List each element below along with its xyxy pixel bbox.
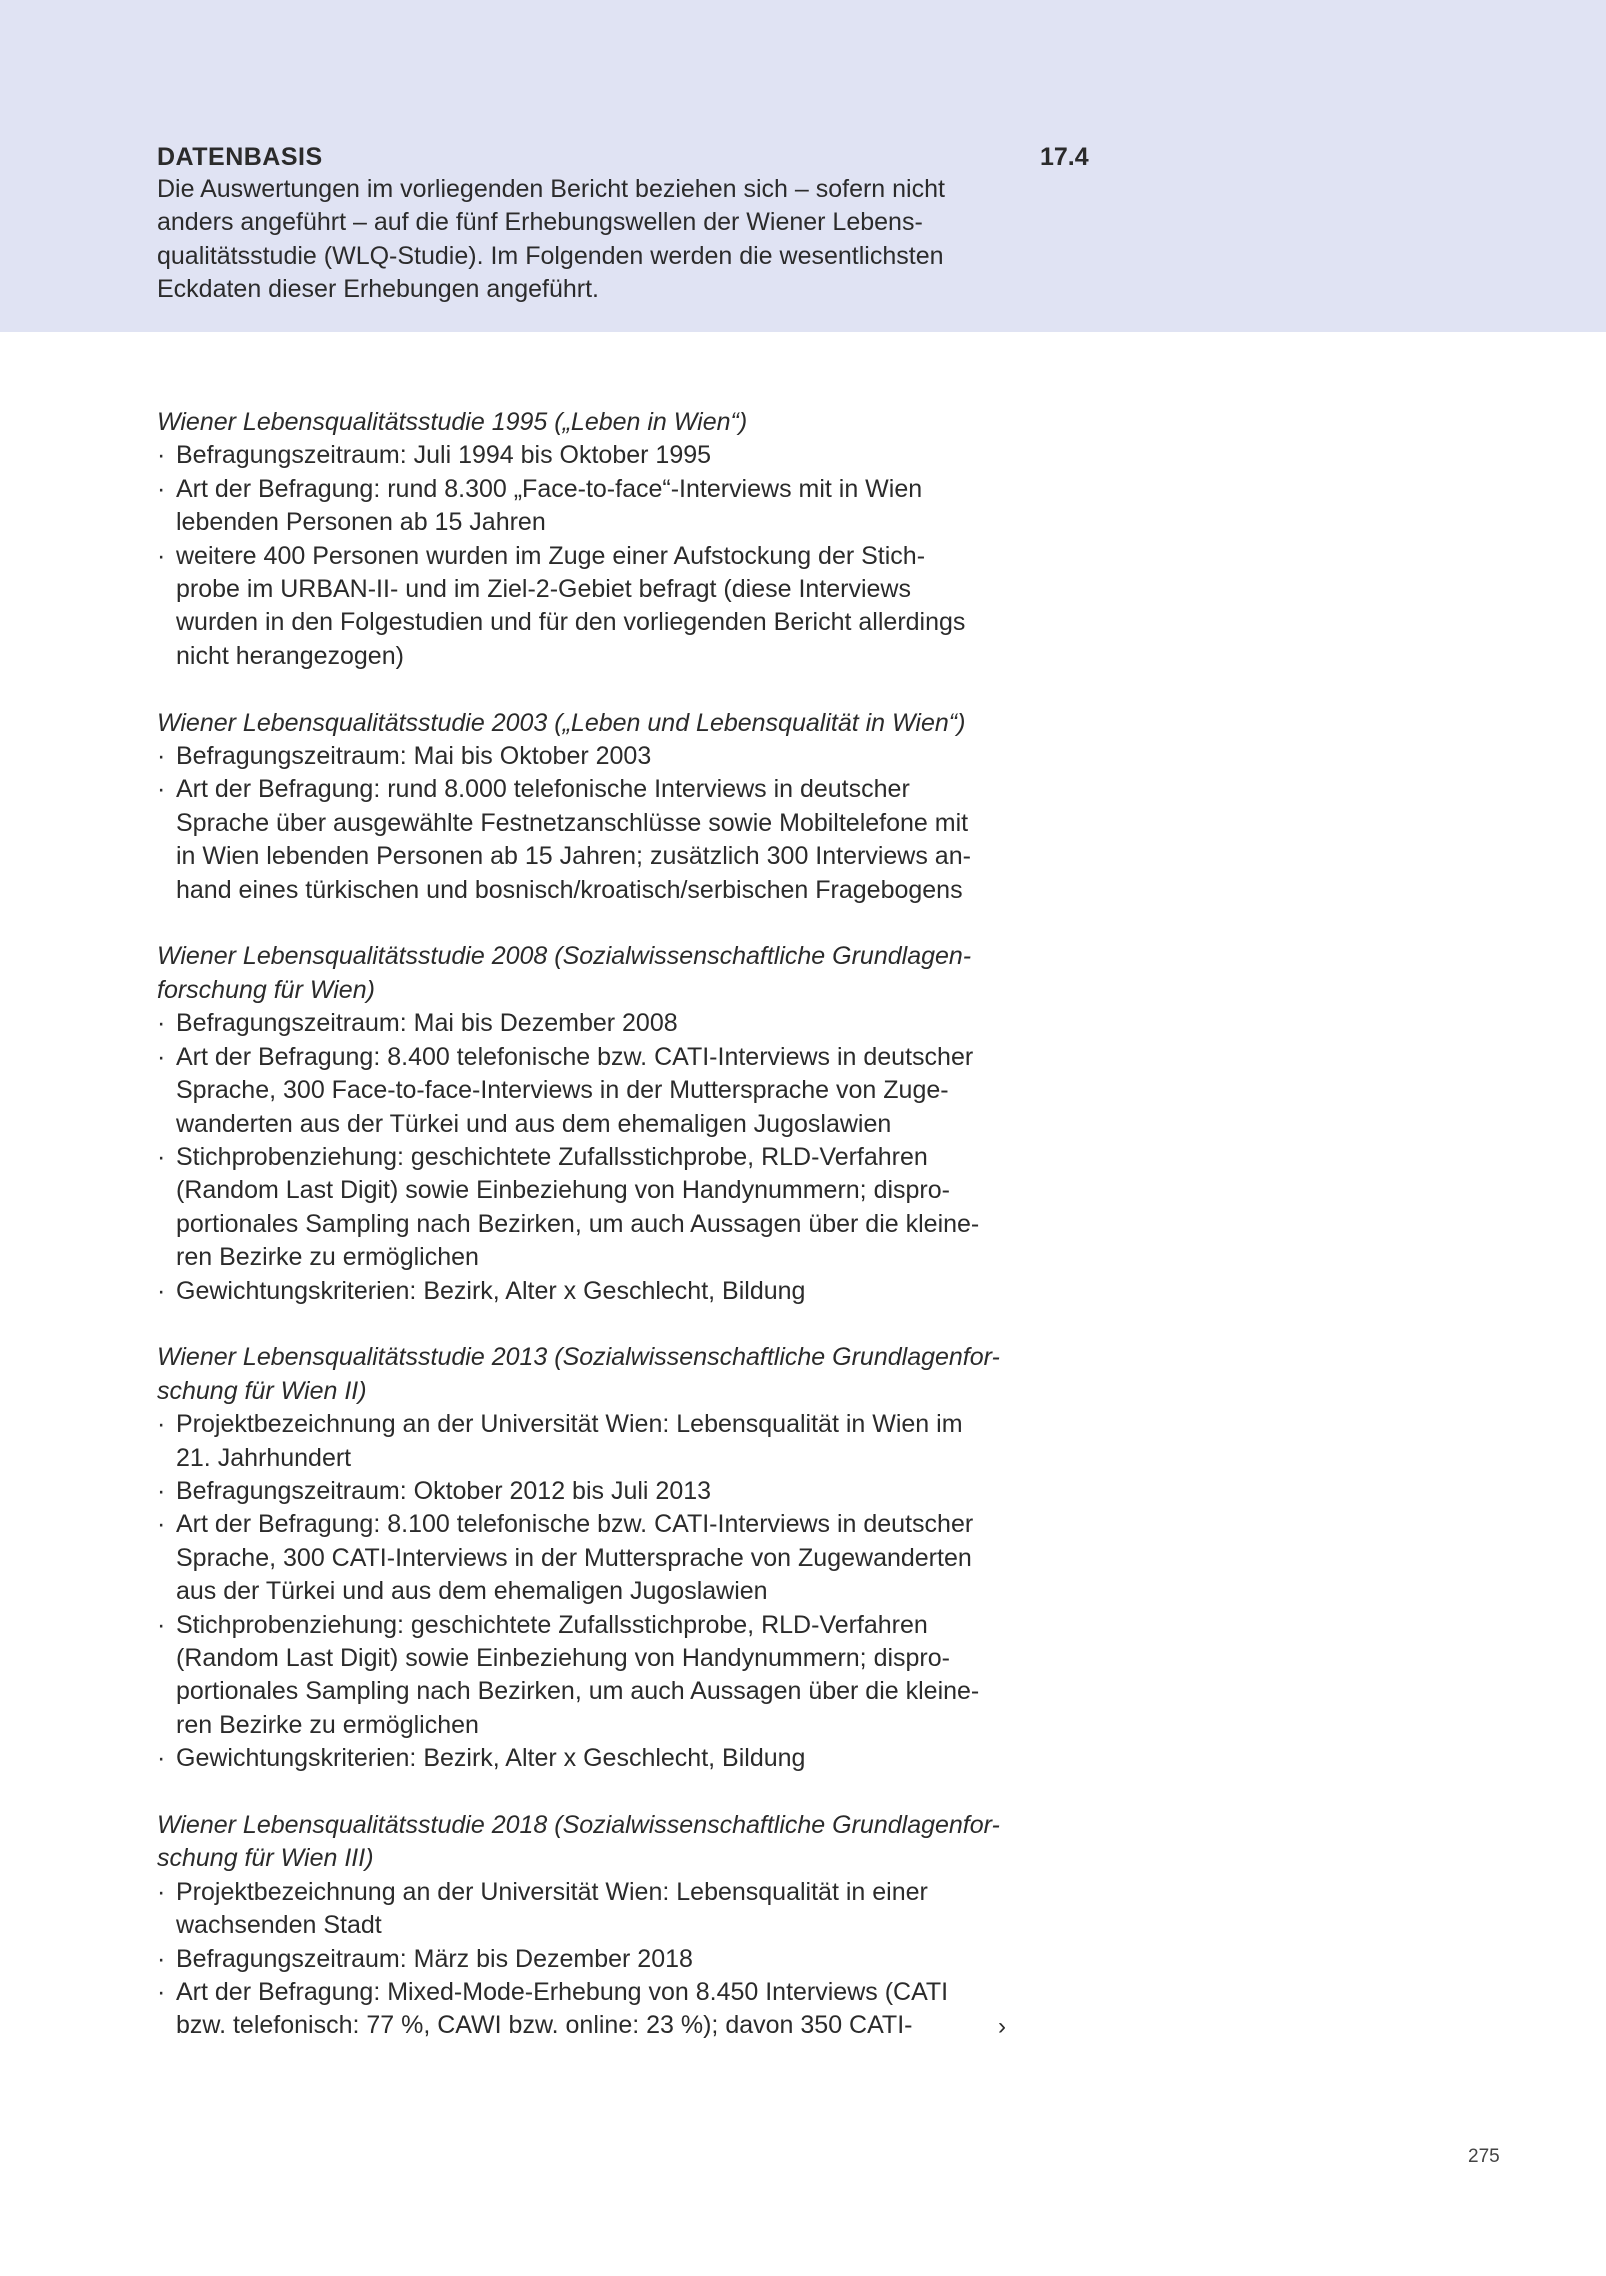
bullet-text <box>176 439 1037 472</box>
study-title-line: Wiener Lebensqualitätsstudie 1995 („Leben in Wien“) <box>157 408 748 436</box>
bullet-line: Projektbezeichnung an der Universität Wien: Lebensqualität in einer <box>176 1877 928 1906</box>
bullet-dot-icon: · <box>157 1476 166 1505</box>
intro-paragraph <box>157 173 1007 307</box>
page-number: 275 <box>1468 2146 1500 2167</box>
bullet-text <box>176 1041 1037 1141</box>
bullet-line: Sprache, 300 CATI-Interviews in der Muttersprache von Zugewanderten <box>176 1543 972 1572</box>
bullet-line: (Random Last Digit) sowie Einbeziehung von Handynummern; dispro- <box>176 1176 950 1205</box>
bullet-line: Gewichtungskriterien: Bezirk, Alter x Geschlecht, Bildung <box>176 1744 806 1773</box>
bullet-dot-icon: · <box>157 1877 166 1906</box>
intro-line: anders angeführt – auf die fünf Erhebungswellen der Wiener Lebens- <box>157 208 923 237</box>
section-title: DATENBASIS <box>157 143 323 171</box>
bullet-list <box>157 1007 1037 1308</box>
intro-line: qualitätsstudie (WLQ-Studie). Im Folgenden werden die wesentlichsten <box>157 241 944 270</box>
bullet-item <box>157 473 1037 540</box>
bullet-line: nicht herangezogen) <box>176 641 404 670</box>
bullet-list <box>157 439 1037 673</box>
bullet-dot-icon: · <box>157 1510 166 1539</box>
bullet-dot-icon: · <box>157 1610 166 1639</box>
bullet-text <box>176 740 1037 773</box>
bullet-line: bzw. telefonisch: 77 %, CAWI bzw. online: 23 %); davon 350 CATI- <box>176 2011 913 2040</box>
study-section <box>157 707 1037 907</box>
bullet-dot-icon: · <box>157 1142 166 1171</box>
bullet-text <box>176 473 1037 540</box>
bullet-text <box>176 1475 1037 1508</box>
bullet-line: Sprache, 300 Face-to-face-Interviews in der Muttersprache von Zuge- <box>176 1076 949 1105</box>
bullet-text <box>176 1876 1037 1943</box>
bullet-item <box>157 1943 1037 1976</box>
bullet-line: Art der Befragung: 8.100 telefonische bzw. CATI-Interviews in deutscher <box>176 1510 974 1539</box>
bullet-line: weitere 400 Personen wurden im Zuge einer Aufstockung der Stich- <box>176 541 926 570</box>
study-title <box>157 1809 1037 1876</box>
bullet-line: Befragungszeitraum: Mai bis Dezember 2008 <box>176 1009 678 1038</box>
bullet-line: ren Bezirke zu ermöglichen <box>176 1243 479 1272</box>
study-section <box>157 940 1037 1307</box>
bullet-line: Befragungszeitraum: Juli 1994 bis Oktober 1995 <box>176 441 712 470</box>
bullet-dot-icon: · <box>157 474 166 503</box>
bullet-item <box>157 1141 1037 1275</box>
study-title-line: schung für Wien II) <box>157 1376 367 1405</box>
study-title-line: Wiener Lebensqualitätsstudie 2018 (Sozialwissenschaftliche Grundlagenfor- <box>157 1811 1000 1839</box>
continue-arrow-icon: › <box>998 2013 1006 2040</box>
bullet-line: 21. Jahrhundert <box>176 1443 352 1472</box>
bullet-text <box>176 1508 1037 1608</box>
bullet-item <box>157 1041 1037 1141</box>
bullet-list <box>157 740 1037 907</box>
bullet-dot-icon: · <box>157 1978 166 2007</box>
bullet-dot-icon: · <box>157 742 166 771</box>
bullet-line: ren Bezirke zu ermöglichen <box>176 1710 479 1739</box>
study-title-line: Wiener Lebensqualitätsstudie 2013 (Sozialwissenschaftliche Grundlagenfor- <box>157 1343 1000 1372</box>
bullet-dot-icon: · <box>157 441 166 470</box>
bullet-line: portionales Sampling nach Bezirken, um auch Aussagen über die kleine- <box>176 1209 980 1238</box>
bullet-line: lebenden Personen ab 15 Jahren <box>176 508 546 537</box>
bullet-item <box>157 1408 1037 1475</box>
bullet-dot-icon: · <box>157 1944 166 1973</box>
bullet-dot-icon: · <box>157 1009 166 1038</box>
bullet-line: Projektbezeichnung an der Universität Wien: Lebensqualität in Wien im <box>176 1410 963 1439</box>
study-title-line: schung für Wien III) <box>157 1844 374 1873</box>
bullet-line: wurden in den Folgestudien und für den vorliegenden Bericht allerdings <box>176 608 966 637</box>
bullet-text <box>176 1275 1037 1308</box>
study-title <box>157 940 1037 1007</box>
bullet-item <box>157 1475 1037 1508</box>
bullet-line: Art der Befragung: Mixed-Mode-Erhebung von 8.450 Interviews (CATI <box>176 1978 949 2007</box>
study-title <box>157 1341 1037 1408</box>
bullet-list <box>157 1876 1037 2043</box>
bullet-line: wanderten aus der Türkei und aus dem ehemaligen Jugoslawien <box>176 1109 892 1138</box>
bullet-line: Art der Befragung: 8.400 telefonische bzw. CATI-Interviews in deutscher <box>176 1042 974 1071</box>
study-title-line: forschung für Wien) <box>157 975 375 1004</box>
bullet-line: Befragungszeitraum: Oktober 2012 bis Juli 2013 <box>176 1476 712 1505</box>
study-section <box>157 1341 1037 1775</box>
intro-line: Eckdaten dieser Erhebungen angeführt. <box>157 275 599 304</box>
bullet-line: aus der Türkei und aus dem ehemaligen Jugoslawien <box>176 1577 768 1606</box>
bullet-item <box>157 1275 1037 1308</box>
bullet-item <box>157 1609 1037 1743</box>
bullet-line: Befragungszeitraum: Mai bis Oktober 2003 <box>176 742 652 771</box>
bullet-line: wachsenden Stadt <box>176 1911 382 1940</box>
bullet-text <box>176 1742 1037 1775</box>
bullet-text <box>176 1609 1037 1743</box>
bullet-text <box>176 773 1037 907</box>
bullet-line: (Random Last Digit) sowie Einbeziehung von Handynummern; dispro- <box>176 1643 950 1672</box>
bullet-line: Stichprobenziehung: geschichtete Zufallsstichprobe, RLD-Verfahren <box>176 1610 928 1639</box>
section-number: 17.4 <box>1040 143 1089 171</box>
bullet-list <box>157 1408 1037 1775</box>
bullet-line: Art der Befragung: rund 8.000 telefonische Interviews in deutscher <box>176 775 910 804</box>
bullet-text <box>176 1976 1037 2043</box>
bullet-dot-icon: · <box>157 1744 166 1773</box>
bullet-line: Art der Befragung: rund 8.300 „Face-to-face“-Interviews mit in Wien <box>176 474 923 503</box>
study-section <box>157 406 1037 673</box>
bullet-line: Sprache über ausgewählte Festnetzanschlüsse sowie Mobiltelefone mit <box>176 808 969 837</box>
bullet-dot-icon: · <box>157 1276 166 1305</box>
bullet-dot-icon: · <box>157 775 166 804</box>
bullet-item <box>157 1508 1037 1608</box>
bullet-text <box>176 540 1037 674</box>
intro-line: Die Auswertungen im vorliegenden Bericht beziehen sich – sofern nicht <box>157 175 945 203</box>
bullet-dot-icon: · <box>157 541 166 570</box>
study-title-line: Wiener Lebensqualitätsstudie 2008 (Sozialwissenschaftliche Grundlagen- <box>157 942 972 971</box>
study-title <box>157 406 1037 439</box>
bullet-item <box>157 1007 1037 1040</box>
study-title <box>157 707 1037 740</box>
bullet-item <box>157 439 1037 472</box>
bullet-text <box>176 1408 1037 1475</box>
bullet-item <box>157 1876 1037 1943</box>
study-title-line: Wiener Lebensqualitätsstudie 2003 („Leben und Lebensqualität in Wien“) <box>157 708 966 737</box>
bullet-item <box>157 540 1037 674</box>
bullet-line: hand eines türkischen und bosnisch/kroatisch/serbischen Fragebogens <box>176 875 963 904</box>
bullet-line: in Wien lebenden Personen ab 15 Jahren; zusätzlich 300 Interviews an- <box>176 842 971 871</box>
bullet-item <box>157 1976 1037 2043</box>
study-section <box>157 1809 1037 2043</box>
bullet-item <box>157 773 1037 907</box>
bullet-dot-icon: · <box>157 1042 166 1071</box>
bullet-line: portionales Sampling nach Bezirken, um auch Aussagen über die kleine- <box>176 1677 980 1706</box>
bullet-text <box>176 1141 1037 1275</box>
bullet-dot-icon: · <box>157 1410 166 1439</box>
bullet-item <box>157 740 1037 773</box>
bullet-line: Gewichtungskriterien: Bezirk, Alter x Geschlecht, Bildung <box>176 1276 806 1305</box>
study-list <box>157 406 1037 2076</box>
bullet-item <box>157 1742 1037 1775</box>
bullet-line: probe im URBAN-II- und im Ziel-2-Gebiet befragt (diese Interviews <box>176 575 911 604</box>
bullet-line: Befragungszeitraum: März bis Dezember 2018 <box>176 1944 693 1973</box>
bullet-text <box>176 1943 1037 1976</box>
bullet-text <box>176 1007 1037 1040</box>
bullet-line: Stichprobenziehung: geschichtete Zufallsstichprobe, RLD-Verfahren <box>176 1142 928 1171</box>
